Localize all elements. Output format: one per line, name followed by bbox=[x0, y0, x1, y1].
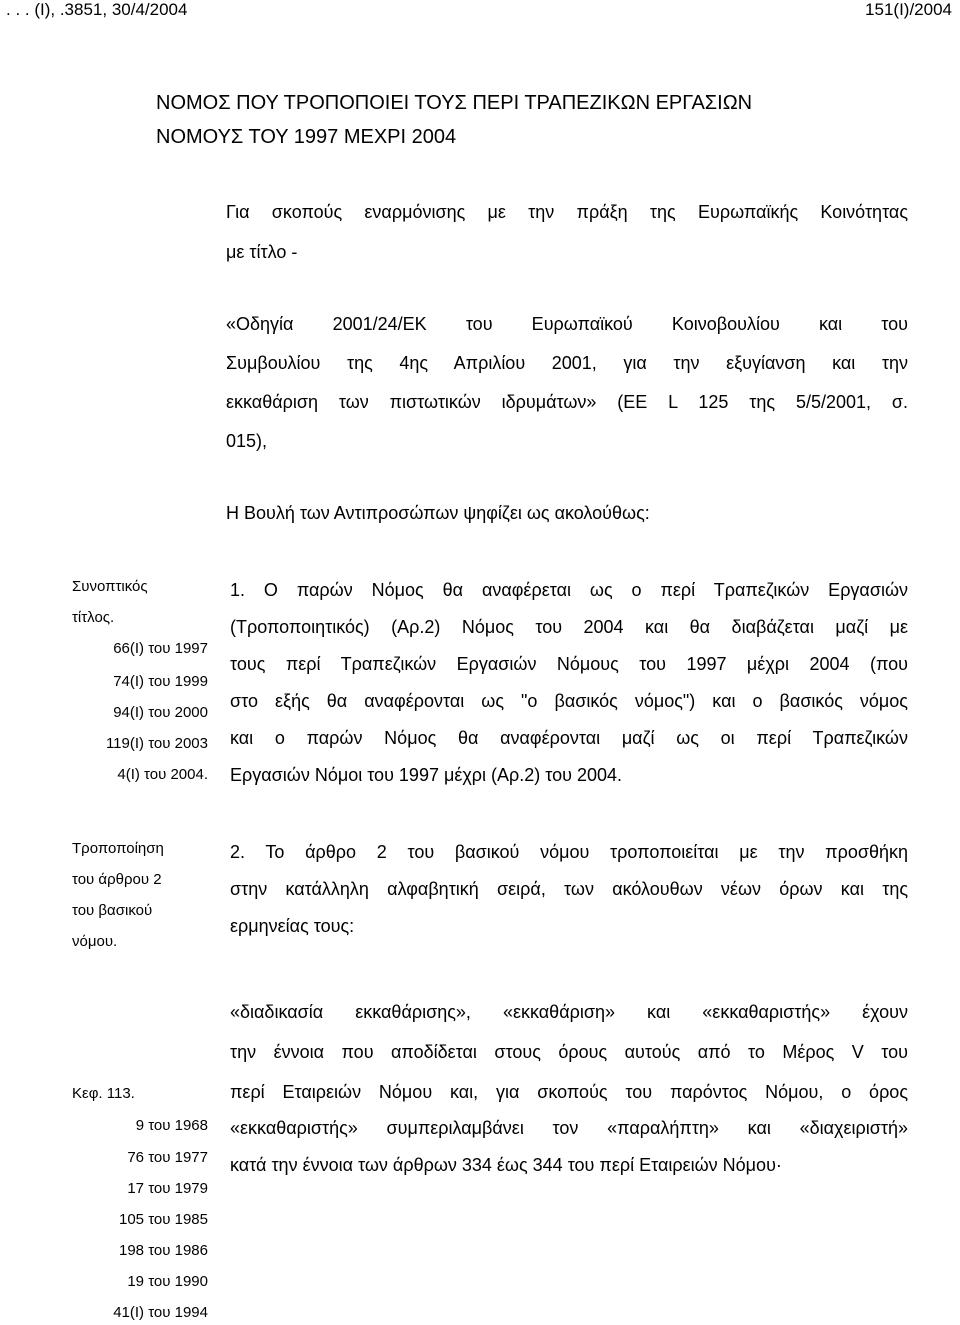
page-header-left: . . . (Ι), .3851, 30/4/2004 bbox=[6, 0, 188, 19]
section-1-line-4: στο εξής θα αναφέρονται ως "ο βασικός νόμος") και ο βασικός νόμος bbox=[230, 691, 908, 711]
definition-ref-4: 105 του 1985 bbox=[119, 1211, 208, 1228]
definition-ref-cap: Κεφ. 113. bbox=[72, 1085, 135, 1102]
preamble-line-2: με τίτλο - bbox=[226, 242, 298, 262]
directive-quote-line-1: «Οδηγία 2001/24/ΕΚ του Ευρωπαϊκού Κοινοβουλίου και του bbox=[226, 314, 908, 334]
section-1-side-title-1: Συνοπτικός bbox=[72, 578, 148, 595]
section-2-line-3: ερμηνείας τους: bbox=[230, 916, 355, 936]
definition-line-2: την έννοια που αποδίδεται στους όρους αυτούς από το Μέρος V του bbox=[230, 1042, 908, 1062]
definition-ref-7: 41(Ι) του 1994 bbox=[113, 1304, 208, 1321]
law-title-line-1: ΝΟΜΟΣ ΠΟΥ ΤΡΟΠΟΠΟΙΕΙ ΤΟΥΣ ΠΕΡΙ ΤΡΑΠΕΖΙΚΩΝ ΕΡΓΑΣΙΩΝ bbox=[156, 92, 753, 114]
section-2-side-title-3: του βασικού bbox=[72, 902, 153, 919]
directive-quote-line-4: 015), bbox=[226, 431, 268, 451]
law-title-line-2: ΝΟΜΟΥΣ ΤΟΥ 1997 ΜΕΧΡΙ 2004 bbox=[156, 126, 457, 148]
section-1-ref-3: 94(Ι) του 2000 bbox=[113, 704, 208, 721]
directive-quote-line-3: εκκαθάριση των πιστωτικών ιδρυμάτων» (ΕΕ L 125 της 5/5/2001, σ. bbox=[226, 392, 908, 412]
section-1-ref-4: 119(Ι) του 2003 bbox=[105, 735, 208, 752]
definition-ref-5: 198 του 1986 bbox=[119, 1242, 208, 1259]
definition-ref-1: 9 του 1968 bbox=[135, 1117, 208, 1134]
section-2-line-2: στην κατάλληλη αλφαβητική σειρά, των ακόλουθων νέων όρων και της bbox=[230, 879, 908, 899]
directive-quote-line-2: Συμβουλίου της 4ης Απριλίου 2001, για την εξυγίανση και την bbox=[226, 353, 908, 373]
section-1-ref-1: 66(Ι) του 1997 bbox=[113, 640, 208, 657]
section-2-side-title-4: νόμου. bbox=[72, 933, 118, 950]
definition-line-4: «εκκαθαριστής» συμπεριλαμβάνει τον «παραλήπτη» και «διαχειριστή» bbox=[230, 1118, 908, 1138]
section-2-side-title-2: του άρθρου 2 bbox=[72, 871, 162, 888]
definition-ref-3: 17 του 1979 bbox=[127, 1180, 208, 1197]
enacting-formula: Η Βουλή των Αντιπροσώπων ψηφίζει ως ακολούθως: bbox=[226, 503, 650, 523]
section-1-ref-2: 74(Ι) του 1999 bbox=[113, 673, 208, 690]
definition-line-3: περί Εταιρειών Νόμου και, για σκοπούς του παρόντος Νόμου, ο όρος bbox=[230, 1082, 908, 1102]
definition-line-5: κατά την έννοια των άρθρων 334 έως 344 του περί Εταιρειών Νόμου· bbox=[230, 1155, 782, 1175]
preamble-line-1: Για σκοπούς εναρμόνισης με την πράξη της Ευρωπαϊκής Κοινότητας bbox=[226, 202, 908, 222]
section-1-side-title-2: τίτλος. bbox=[72, 609, 115, 626]
section-2-line-1: 2. Το άρθρο 2 του βασικού νόμου τροποποιείται με την προσθήκη bbox=[230, 842, 908, 862]
definition-ref-2: 76 του 1977 bbox=[127, 1149, 208, 1166]
definition-ref-6: 19 του 1990 bbox=[127, 1273, 208, 1290]
section-1-line-3: τους περί Τραπεζικών Εργασιών Νόμους του 1997 μέχρι 2004 (που bbox=[230, 654, 908, 674]
section-1-line-2: (Τροποποιητικός) (Αρ.2) Νόμος του 2004 και θα διαβάζεται μαζί με bbox=[230, 617, 908, 637]
definition-line-1: «διαδικασία εκκαθάρισης», «εκκαθάριση» και «εκκαθαριστής» έχουν bbox=[230, 1002, 908, 1022]
page-header-right: 151(Ι)/2004 bbox=[865, 0, 952, 19]
section-1-line-5: και ο παρών Νόμος θα αναφέρονται μαζί ως οι περί Τραπεζικών bbox=[230, 728, 908, 748]
section-1-line-1: 1. Ο παρών Νόμος θα αναφέρεται ως ο περί Τραπεζικών Εργασιών bbox=[230, 580, 908, 600]
section-1-ref-5: 4(Ι) του 2004. bbox=[117, 766, 208, 783]
section-2-side-title-1: Τροποποίηση bbox=[72, 840, 164, 857]
section-1-line-6: Εργασιών Νόμοι του 1997 μέχρι (Αρ.2) του 2004. bbox=[230, 765, 623, 785]
